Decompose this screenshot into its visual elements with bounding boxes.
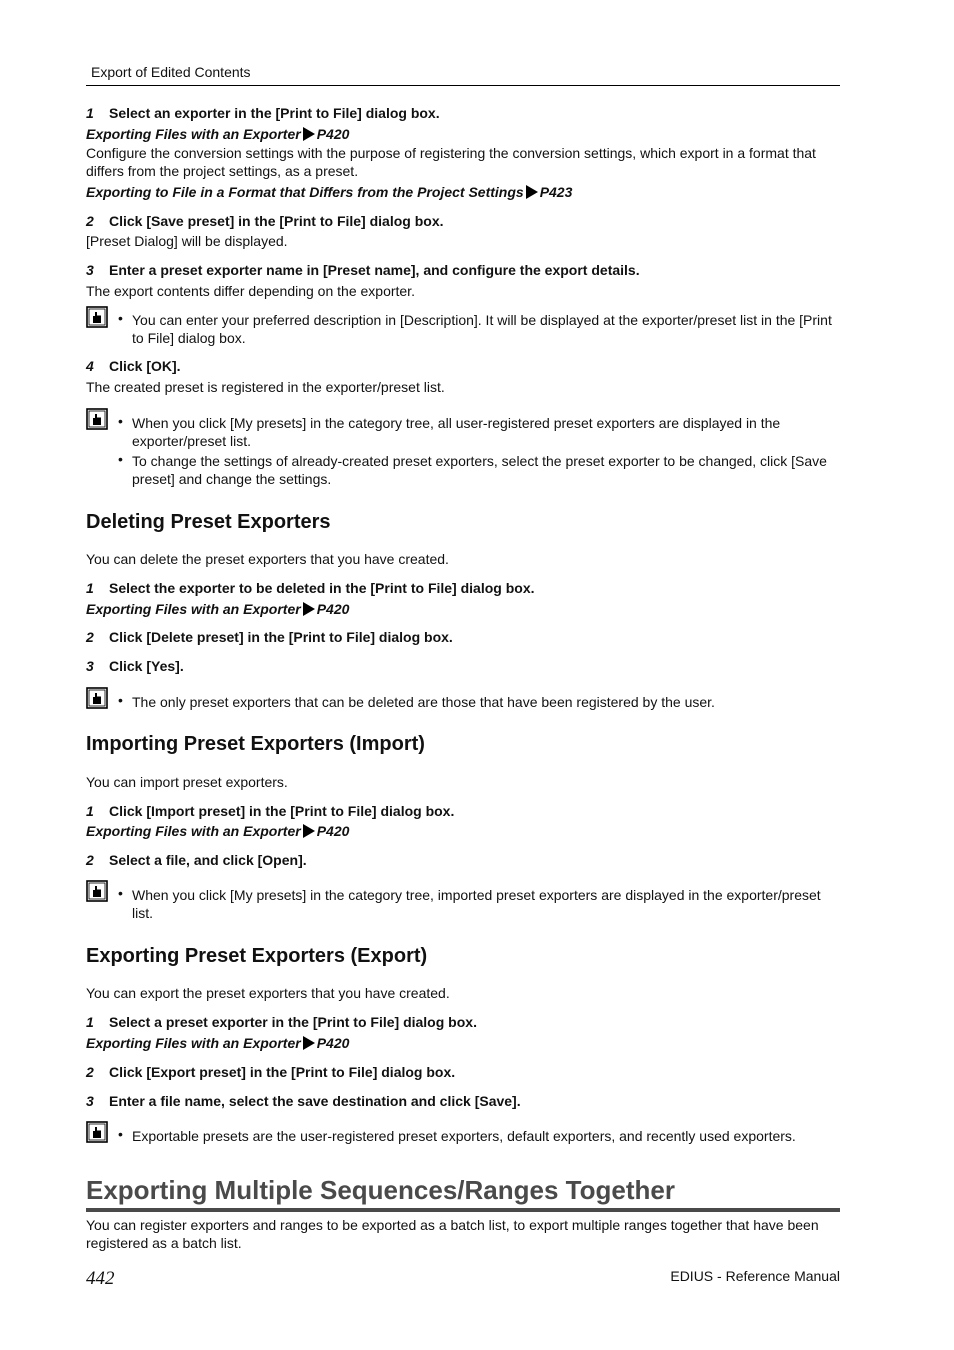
body-paragraph: The export contents differ depending on the exporter. [86, 283, 415, 299]
arrow-right-icon [303, 824, 315, 838]
reference-link[interactable]: Exporting Files with an Exporter P420 [86, 823, 350, 839]
body-paragraph: Configure the conversion settings with the purpose of registering the conversion settings, which export in a format that differs from the project settings, as a preset. [86, 145, 816, 179]
body-paragraph: You can export the preset exporters that you have created. [86, 985, 450, 1001]
header-rule [86, 85, 840, 86]
note-bullet: • Exportable presets are the user-registered preset exporters, default exporters, and recently used exporters. [118, 1126, 796, 1144]
step-import-preset: 1 Click [Import preset] in the [Print to File] dialog box. [86, 803, 455, 819]
page-number: 442 [86, 1268, 115, 1289]
arrow-right-icon [303, 127, 315, 141]
body-paragraph: You can import preset exporters. [86, 774, 288, 790]
section-title-deleting: Deleting Preset Exporters [86, 511, 331, 533]
section-title-importing: Importing Preset Exporters (Import) [86, 733, 425, 755]
note-bullet: • When you click [My presets] in the category tree, imported preset exporters are displayed in the exporter/preset list. [118, 885, 821, 921]
note-bullet: • When you click [My presets] in the category tree, all user-registered preset exporters are displayed in the exporter/preset list. [118, 413, 781, 449]
footer-manual-title: EDIUS - Reference Manual [670, 1268, 840, 1284]
note-icon [86, 408, 108, 430]
step-save-preset: 2 Click [Save preset] in the [Print to File] dialog box. [86, 213, 444, 229]
note-icon [86, 306, 108, 328]
step-enter-name: 3 Enter a preset exporter name in [Preset name], and configure the export details. [86, 262, 640, 278]
body-paragraph: [Preset Dialog] will be displayed. [86, 233, 288, 249]
reference-link[interactable]: Exporting Files with an Exporter P420 [86, 601, 350, 617]
arrow-right-icon [526, 185, 538, 199]
section-title-exporting: Exporting Preset Exporters (Export) [86, 945, 428, 967]
note-bullet: • You can enter your preferred description in [Description]. It will be displayed at the exporter/preset list in the [Print to File] dialog box. [118, 310, 832, 346]
note-bullet: • To change the settings of already-created preset exporters, select the preset exporter to be changed, click [Save preset] and change the settings. [118, 451, 827, 487]
note-icon [86, 687, 108, 709]
reference-link[interactable]: Exporting Files with an Exporter P420 [86, 1035, 350, 1051]
chapter-title: Exporting Multiple Sequences/Ranges Together [86, 1175, 675, 1205]
step-enter-file-name: 3 Enter a file name, select the save destination and click [Save]. [86, 1093, 521, 1109]
reference-link[interactable]: Exporting Files with an Exporter P420 [86, 126, 350, 142]
running-header: Export of Edited Contents [91, 64, 251, 80]
step-select-preset-exporter: 1 Select a preset exporter in the [Print to File] dialog box. [86, 1014, 477, 1030]
arrow-right-icon [303, 602, 315, 616]
step-select-exporter-delete: 1 Select the exporter to be deleted in the [Print to File] dialog box. [86, 580, 535, 596]
body-paragraph: You can delete the preset exporters that you have created. [86, 551, 449, 567]
step-click-ok: 4 Click [OK]. [86, 358, 181, 374]
arrow-right-icon [303, 1036, 315, 1050]
step-select-file: 2 Select a file, and click [Open]. [86, 852, 307, 868]
body-paragraph: The created preset is registered in the exporter/preset list. [86, 379, 445, 395]
step-select-exporter: 1 Select an exporter in the [Print to File] dialog box. [86, 105, 440, 121]
note-bullet: • The only preset exporters that can be deleted are those that have been registered by the user. [118, 692, 715, 710]
step-delete-preset: 2 Click [Delete preset] in the [Print to File] dialog box. [86, 629, 453, 645]
chapter-title-rule [86, 1208, 840, 1212]
step-export-preset: 2 Click [Export preset] in the [Print to File] dialog box. [86, 1064, 456, 1080]
step-click-yes: 3 Click [Yes]. [86, 658, 184, 674]
note-icon [86, 1121, 108, 1143]
note-icon [86, 880, 108, 902]
body-paragraph: You can register exporters and ranges to be exported as a batch list, to export multiple ranges together that have been registered as a batch list. [86, 1217, 819, 1251]
reference-link[interactable]: Exporting to File in a Format that Differs from the Project Settings P423 [86, 184, 573, 200]
